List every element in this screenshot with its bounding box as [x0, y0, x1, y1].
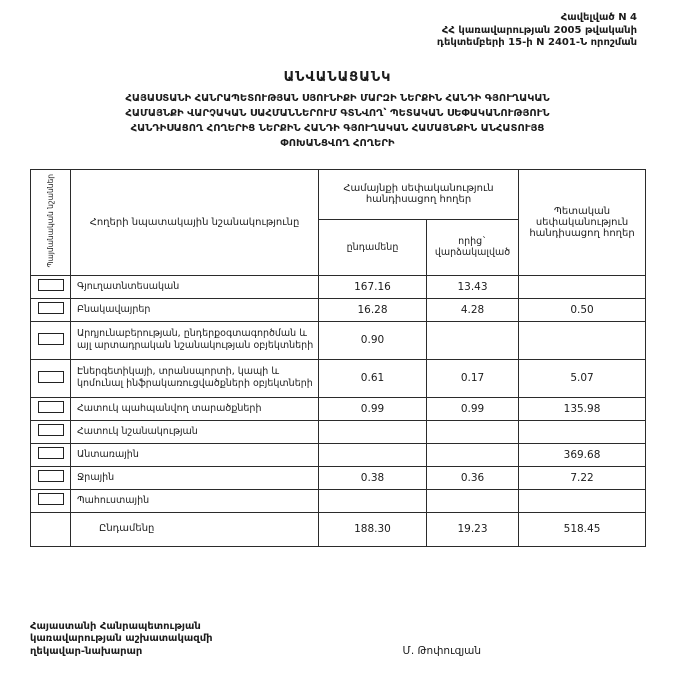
header-community-leased: որից` վարձակալված [427, 219, 519, 275]
header-community-total: ընդամենը [319, 219, 427, 275]
symbol-cell [31, 512, 71, 546]
legend-color-box [38, 447, 64, 459]
community-total-value [319, 420, 427, 443]
legend-color-box [38, 401, 64, 413]
table-row [31, 298, 646, 321]
state-value [519, 321, 646, 359]
community-total-value: 0.99 [319, 397, 427, 420]
symbol-cell [31, 466, 71, 489]
symbol-cell [31, 397, 71, 420]
state-value: 0.50 [519, 298, 646, 321]
legend-color-box [38, 371, 64, 383]
legend-color-box [38, 493, 64, 505]
symbol-cell [31, 275, 71, 298]
signatory-title-line: Հայաստանի Հանրապետության [30, 620, 201, 632]
symbol-cell [31, 489, 71, 512]
land-category-label: Գյուղատնտեսական [71, 275, 319, 298]
appendix-reference [30, 12, 645, 50]
total-state-value: 518.45 [519, 512, 646, 546]
appendix-line: դեկտեմբերի 15-ի N 2401-Ն որոշման [436, 37, 637, 48]
header-community-group: Համայնքի սեփականություն հանդիսացող հողեր [319, 169, 519, 219]
total-community-total-value: 188.30 [319, 512, 427, 546]
community-leased-value: 0.17 [427, 359, 519, 397]
signatory-title [30, 621, 213, 659]
community-total-value: 0.61 [319, 359, 427, 397]
land-category-label: Բնակավայրեր [71, 298, 319, 321]
subtitle-line: ՀԱՆԴԻՍԱՑՈՂ ՀՈՂԵՐԻՑ ՆԵՐՔԻՆ ՀԱՆԴԻ ԳՅՈՒՂԱԿԱՆ ՀԱՄԱՅՆՔԻՆ ԱՆՀԱՏՈՒՅՑ [130, 122, 545, 134]
state-value [519, 420, 646, 443]
table-row [31, 397, 646, 420]
community-leased-value [427, 420, 519, 443]
table-row [31, 489, 646, 512]
legend-color-box [38, 279, 64, 291]
subtitle-line: ՀԱՄԱՅՆՔԻ ՎԱՐՉԱԿԱՆ ՍԱՀՄԱՆՆԵՐՈՒՄ ԳՏՆՎՈՂ՝ ՊԵՏԱԿԱՆ ՍԵՓԱԿԱՆՈՒԹՅՈՒՆ [125, 107, 550, 119]
land-category-label: Անտառային [71, 443, 319, 466]
community-leased-value: 0.36 [427, 466, 519, 489]
appendix-line: Հավելված N 4 [560, 12, 637, 23]
appendix-line: ՀՀ կառավարության 2005 թվականի [441, 24, 637, 36]
community-total-value: 16.28 [319, 298, 427, 321]
legend-color-box [38, 470, 64, 482]
community-total-value [319, 489, 427, 512]
community-total-value: 0.38 [319, 466, 427, 489]
state-value: 135.98 [519, 397, 646, 420]
land-parcels-table [30, 169, 646, 547]
signature-block [30, 621, 645, 659]
total-community-leased-value: 19.23 [427, 512, 519, 546]
land-category-label: Հատուկ պահպանվող տարածքների [71, 397, 319, 420]
land-category-label: Պահուստային [71, 489, 319, 512]
community-leased-value: 4.28 [427, 298, 519, 321]
table-row [31, 359, 646, 397]
header-symbols [31, 169, 71, 275]
document-subtitle [30, 91, 645, 151]
land-category-label: Ջրային [71, 466, 319, 489]
header-purpose: Հողերի նպատակային նշանակությունը [71, 169, 319, 275]
community-leased-value [427, 443, 519, 466]
state-value: 7.22 [519, 466, 646, 489]
table-row [31, 466, 646, 489]
state-value: 369.68 [519, 443, 646, 466]
community-leased-value [427, 321, 519, 359]
legend-color-box [38, 302, 64, 314]
header-state: Պետական սեփականություն հանդիսացող հողեր [519, 169, 646, 275]
signatory-title-line: ղեկավար-նախարար [30, 645, 143, 657]
land-category-label: Հատուկ նշանակության [71, 420, 319, 443]
table-row [31, 321, 646, 359]
table-total-row [31, 512, 646, 546]
legend-color-box [38, 333, 64, 345]
state-value: 5.07 [519, 359, 646, 397]
land-category-label: Էներգետիկայի, տրանսպորտի, կապի և կոմունալ ինֆրակառուցվածքների օբյեկտների [71, 359, 319, 397]
symbol-cell [31, 359, 71, 397]
legend-color-box [38, 424, 64, 436]
community-leased-value: 0.99 [427, 397, 519, 420]
symbol-cell [31, 298, 71, 321]
state-value [519, 489, 646, 512]
community-total-value: 0.90 [319, 321, 427, 359]
symbol-cell [31, 321, 71, 359]
signatory-title-line: կառավարության աշխատակազմի [30, 633, 213, 644]
subtitle-line: ՀԱՅԱՍՏԱՆԻ ՀԱՆՐԱՊԵՏՈՒԹՅԱՆ ՍՅՈՒՆԻՔԻ ՄԱՐԶԻ ՆԵՐՔԻՆ ՀԱՆԴԻ ԳՅՈՒՂԱԿԱՆ [125, 92, 550, 104]
community-leased-value [427, 489, 519, 512]
subtitle-line: ՓՈԽԱՆՑՎՈՂ ՀՈՂԵՐԻ [280, 137, 395, 149]
symbol-cell [31, 443, 71, 466]
document-title: ԱՆՎԱՆԱՑԱՆԿ [283, 69, 392, 85]
table-row [31, 443, 646, 466]
symbol-cell [31, 420, 71, 443]
community-total-value: 167.16 [319, 275, 427, 298]
community-leased-value: 13.43 [427, 275, 519, 298]
community-total-value [319, 443, 427, 466]
signatory-name: Մ. Թոփուզյան [402, 644, 482, 657]
land-category-label: Արդյունաբերության, ընդերքօգտագործման և այլ արտադրական նշանակության օբյեկտների [71, 321, 319, 359]
table-row [31, 420, 646, 443]
header-symbols-label: Պայմանական նշաններ [45, 173, 55, 268]
state-value [519, 275, 646, 298]
total-label: Ընդամենը [71, 512, 319, 546]
table-row [31, 275, 646, 298]
